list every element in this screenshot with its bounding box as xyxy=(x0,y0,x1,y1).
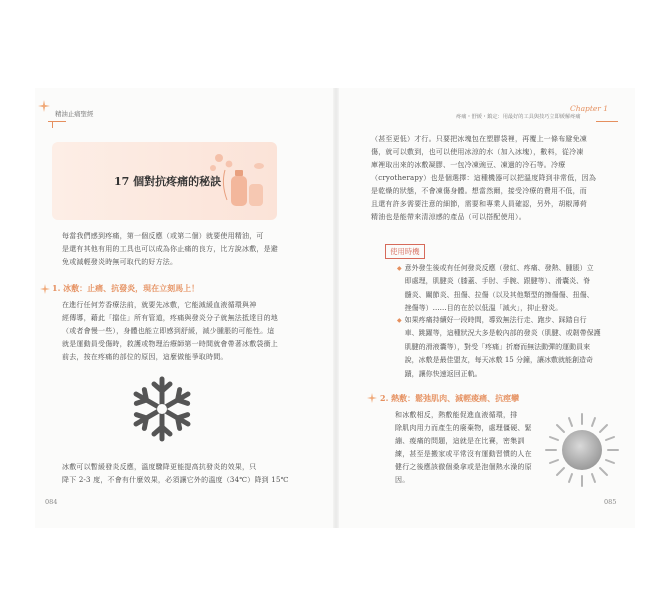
section-2-number: 2. xyxy=(380,393,389,403)
text-line: 是還有其他有用的工具也可以成為你止痛的良方，比方說冰敷，是避 xyxy=(62,245,278,253)
text-line: 是乾燥的狀態，不會凍傷身體。想當然爾，接受冷療的費用不低，而 xyxy=(371,187,587,195)
section-1-number: 1. xyxy=(52,283,61,293)
text-line: 且還有許多需要注意的細節，需要和專業人員確認，另外，胡椒薄荷 xyxy=(371,200,587,208)
bullet-dot: ◆ xyxy=(397,317,402,324)
list-item xyxy=(397,327,601,340)
book-gutter xyxy=(333,88,339,528)
text-line: 經傳導，藉此「擋住」所有管道，疼痛與發炎分子就無法抵達目的地 xyxy=(62,314,278,322)
text-line: 練，甚至是搬家或平常沒有運動習慣的人在 xyxy=(395,450,532,458)
left-bottom-text xyxy=(62,461,289,487)
list-item xyxy=(397,368,601,381)
header-tick-left xyxy=(52,121,60,128)
bullet-text: 說，冰敷是最佳盟友，每天冰敷 15 分鐘，讓冰敷就能創造奇 xyxy=(404,356,593,365)
text-line: 因。 xyxy=(395,476,410,484)
text-line: 精油也是能帶來清涼感的產品（可以搭配使用）。 xyxy=(371,213,526,221)
text-line: 繃、痠痛的問題，這就是在比賽，密集訓 xyxy=(395,437,525,445)
text-line: （甚至更低）才行。只要把冰塊包在塑膠袋裡，再覆上一條布避免凍 xyxy=(371,135,587,143)
bullet-text: 如果疼痛持續好一段時間，導致無法行走、跑步、踩踏自行 xyxy=(404,316,587,324)
text-line: 傷，就可以敷到，也可以使用冰涼的水（加入冰塊），數料，從冷凍 xyxy=(371,148,584,156)
text-line: 和冰敷相反，熱敷能促進血液循環，排 xyxy=(395,411,518,419)
sun-icon xyxy=(543,411,621,489)
section-2-body xyxy=(395,409,532,487)
sparkle-icon xyxy=(38,100,50,112)
list-item xyxy=(397,314,601,327)
bullet-list-2 xyxy=(397,314,601,381)
list-item xyxy=(397,289,594,302)
page-number-left: 084 xyxy=(45,498,58,506)
section-2-title: 熱敷：鬆弛肌肉、減輕痠痛、抗痙攣 xyxy=(391,393,520,403)
header-rule-right xyxy=(596,121,618,122)
text-line: 前去，按在疼痛的部位的原因，這麼做能爭取時間。 xyxy=(62,353,228,361)
text-line: （cryotherapy）也是個選擇：這種機器可以把溫度降到非常低，因為 xyxy=(371,174,597,182)
bullet-text: 車、跳躍等，這種狀況大多是較內部的發炎（肌腱、或韌帶保護 xyxy=(404,329,601,338)
bullet-dot: ◆ xyxy=(397,265,402,272)
text-line: 庫裡取出來的冰敷凝膠、一包冷凍豌豆、凍過的冷石等。冷療 xyxy=(371,161,566,169)
bullet-text: 蹟，讓你快速返回正軌。 xyxy=(404,369,482,378)
sparkle-icon xyxy=(367,393,377,403)
section-1-title: 冰敷：止痛、抗發炎，現在立刻馬上！ xyxy=(63,283,200,293)
text-line: 除肌肉用力而產生的廢棄物，處理僵硬、緊 xyxy=(395,424,532,432)
bullet-text: 髓炎、關節炎、扭傷、拉傷（以及其他類型的擦傷傷、扭傷、 xyxy=(404,290,594,299)
text-line: （或者會慢一些），身體也能立即感到舒緩，減少腫脹的可能性。這 xyxy=(62,327,275,335)
list-item xyxy=(397,354,601,367)
left-intro xyxy=(62,230,278,269)
running-header-left: 精油止痛聖經 xyxy=(55,110,94,118)
text-line: 在進行任何芳香療法前，就要先冰敷，它能減緩血液循環與神 xyxy=(62,301,257,309)
right-top-text xyxy=(371,133,596,224)
running-header-right: 疼痛・舒緩・鎮定：用最好的工具與技巧立即緩解疼痛 xyxy=(456,114,581,120)
bullet-text: 挫傷等）……目的在於以低溫「減火」，抑止發炎。 xyxy=(404,304,563,313)
bullet-list-1 xyxy=(397,262,594,316)
text-line: 每當我們感到疼痛，第一個反應（或第二個）就要使用精油，可 xyxy=(62,232,264,240)
text-line: 健行之後應該徹個桑拿或是泡個熱水澡的原 xyxy=(395,463,532,471)
list-item xyxy=(397,262,594,275)
sparkle-icon xyxy=(40,284,50,294)
chapter-label: Chapter 1 xyxy=(570,104,609,113)
list-item xyxy=(397,341,601,354)
bullet-text: 即處理，肌腱炎（膝蓋、手肘、手腕、跟腱等）、滑囊炎、脊 xyxy=(404,277,591,286)
text-line: 就是運動員受傷時，救護或物理治療師第一時間就會帶著冰敷袋衝上 xyxy=(62,340,278,348)
page-number-right: 085 xyxy=(604,498,617,506)
section-1-heading xyxy=(52,283,199,294)
snowflake-icon xyxy=(127,374,197,444)
section-1-body xyxy=(62,299,278,364)
list-item xyxy=(397,275,594,288)
usage-label: 使用時機 xyxy=(385,244,425,259)
page-title: 17 個對抗疼痛的秘訣 xyxy=(114,175,222,188)
section-2-heading xyxy=(380,393,519,404)
bullet-text: 意外發生後或有任何發炎反應（發紅、疼痛、發熱、腫脹）立 xyxy=(404,264,594,272)
essential-oil-bottle-icon xyxy=(205,150,271,214)
text-line: 降下 2-3 度，不會有什麼效果，必須讓它外的溫度（34℃）降到 15℃ xyxy=(62,476,289,484)
text-line: 冰敷可以暫緩發炎反應，溫度驟降更能提高抗發炎的效果，只 xyxy=(62,463,257,471)
bullet-text: 肌腱的滑液囊等），對受「疼痛」折磨而無法動彈的運動員來 xyxy=(404,342,591,351)
text-line: 免或減輕發炎時無可取代的好方法。 xyxy=(62,258,178,266)
title-banner xyxy=(52,142,277,220)
